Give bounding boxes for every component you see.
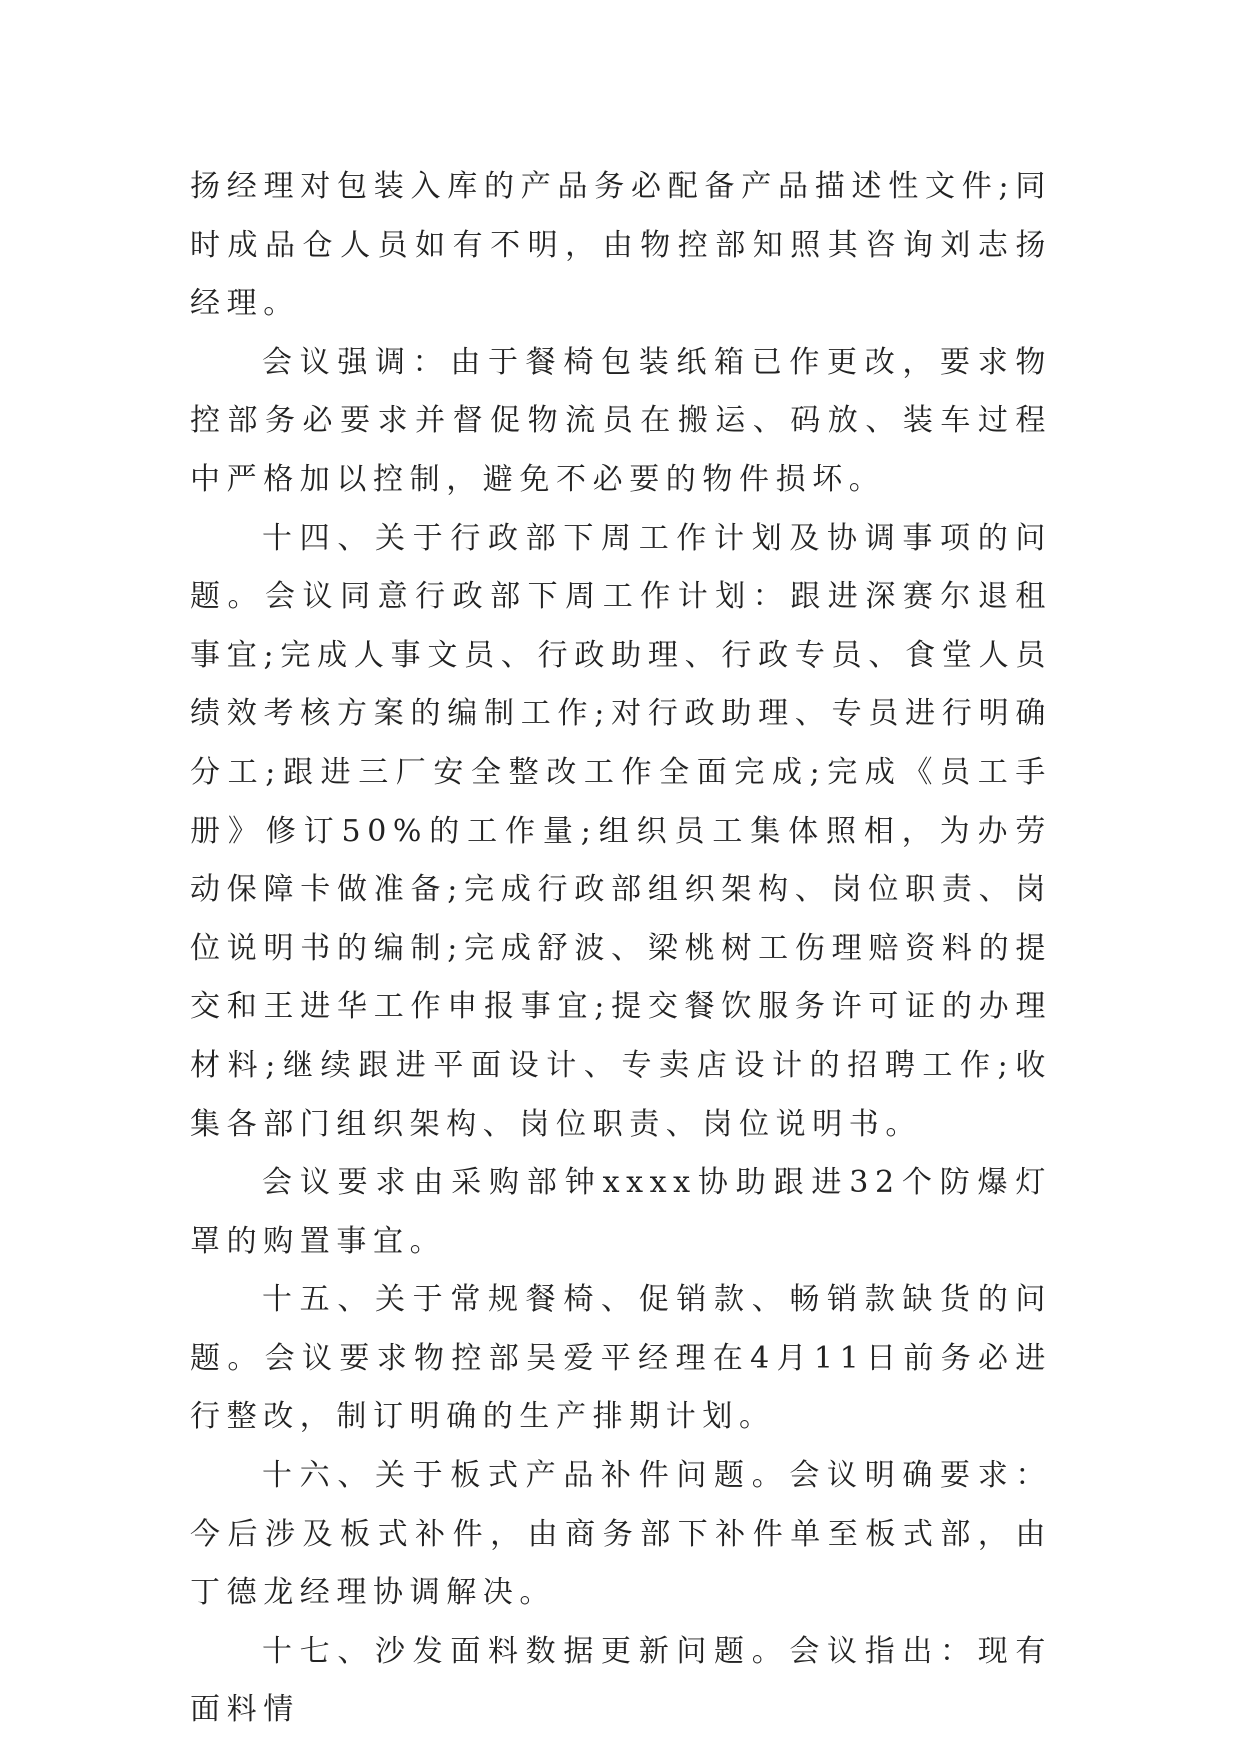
paragraph-item-17: 十七、沙发面料数据更新问题。会议指出：现有面料情: [190, 1633, 1052, 1728]
paragraph-item-14: 十四、关于行政部下周工作计划及协调事项的问题。会议同意行政部下周工作计划：跟进深赛尔退租事宜;完成人事文员、行政助理、行政专员、食堂人员绩效考核方案的编制工作;对行政助理、专员进行明确分工;跟进三厂安全整改工作全面完成;完成《员工手册》修订50%的工作量;组织员工集体照相，为办劳动保障卡做准备;完成行政部组织架构、岗位职责、岗位说明书的编制;完成舒波、梁桃树工伤理赔资料的提交和王进华工作申报事宜;提交餐饮服务许可证的办理材料;继续跟进平面设计、专卖店设计的招聘工作;收集各部门组织架构、岗位职责、岗位说明书。: [190, 520, 1052, 1142]
paragraph-item-16: 十六、关于板式产品补件问题。会议明确要求：今后涉及板式补件，由商务部下补件单至板式部，由丁德龙经理协调解决。: [190, 1458, 1052, 1611]
paragraph-continuation: 扬经理对包装入库的产品务必配备产品描述性文件;同时成品仓人员如有不明，由物控部知照其咨询刘志扬经理。: [190, 169, 1052, 322]
paragraph-item-15: 十五、关于常规餐椅、促销款、畅销款缺货的问题。会议要求物控部吴爱平经理在4月11日前务必进行整改，制订明确的生产排期计划。: [190, 1282, 1052, 1435]
document-body: [190, 158, 1052, 1740]
paragraph-meeting-emphasis: 会议强调：由于餐椅包装纸箱已作更改，要求物控部务必要求并督促物流员在搬运、码放、装车过程中严格加以控制，避免不必要的物件损坏。: [190, 344, 1052, 497]
paragraph-procurement-request: 会议要求由采购部钟xxxx协助跟进32个防爆灯罩的购置事宜。: [190, 1165, 1052, 1259]
